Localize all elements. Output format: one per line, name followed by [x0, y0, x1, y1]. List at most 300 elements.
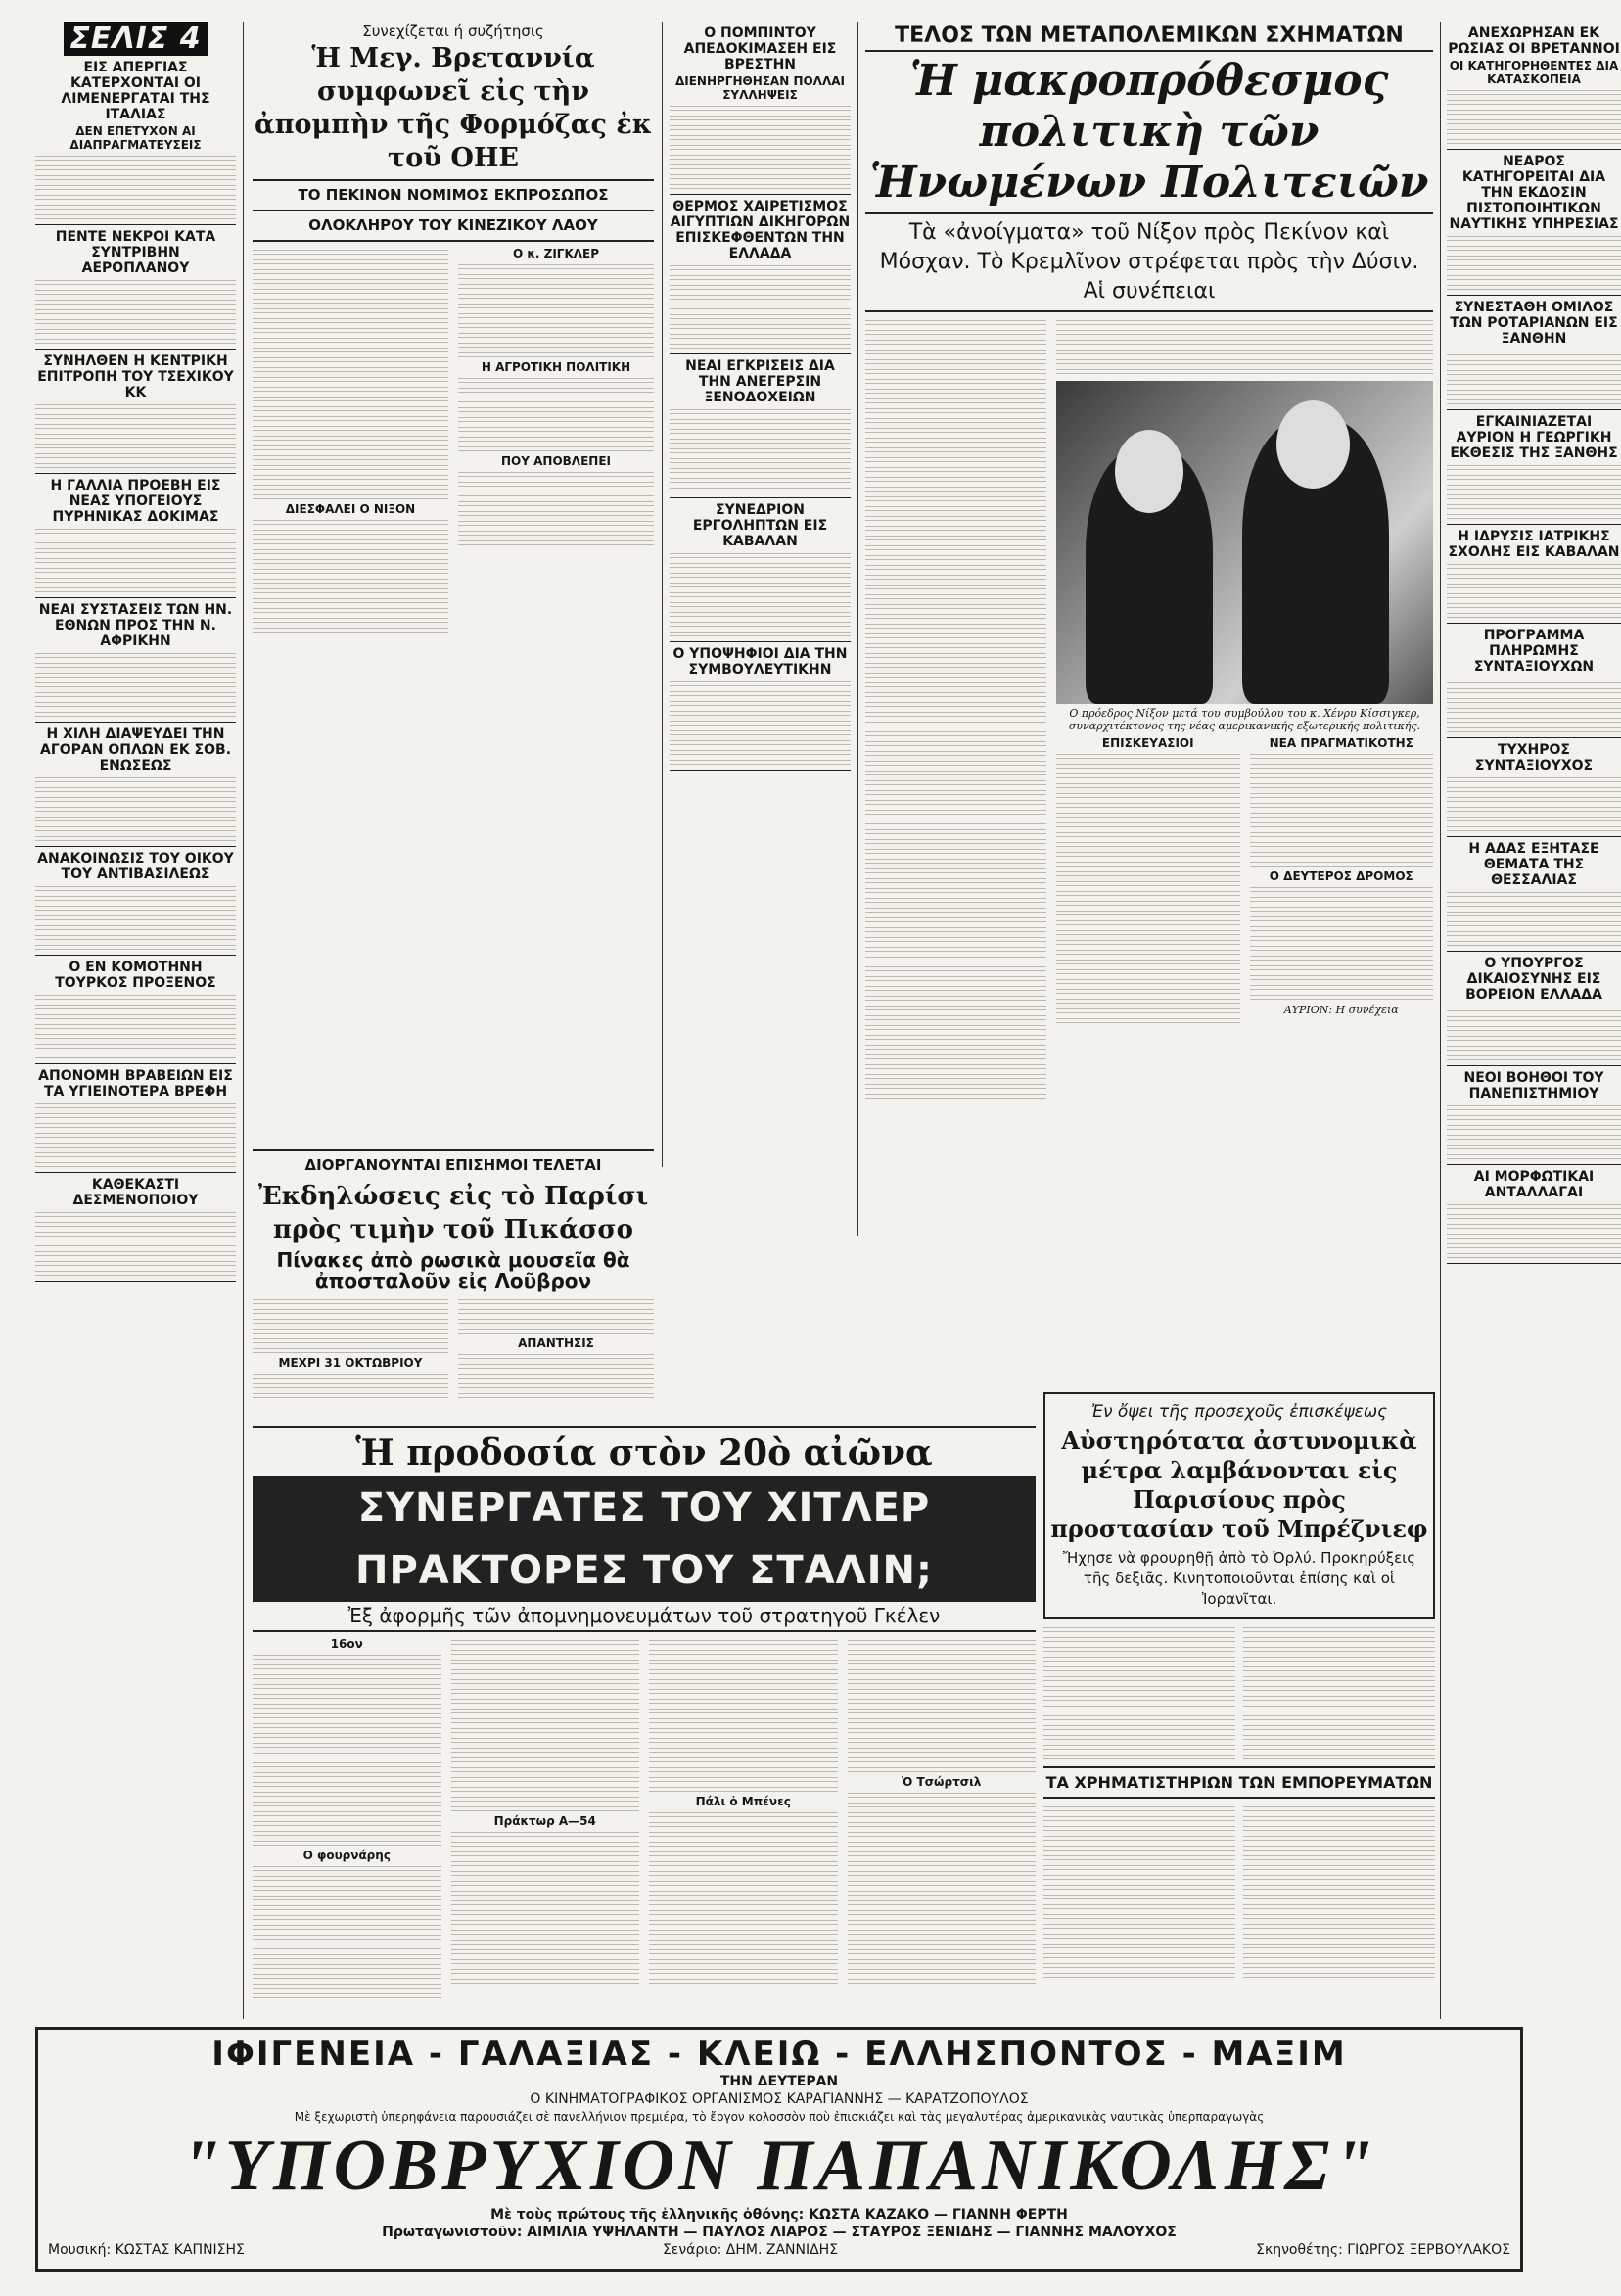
body-text-line [253, 287, 448, 295]
body-text-line [1447, 1054, 1621, 1061]
body-text-line [253, 1943, 441, 1950]
body-text-line [865, 514, 1046, 522]
body-text-line [1447, 368, 1621, 376]
body-text-line [865, 671, 1046, 679]
body-text-line [1056, 811, 1240, 819]
news-headline: ΤΥΧΗΡΟΣ ΣΥΝΤΑΞΙΟΥΧΟΣ [1474, 742, 1594, 773]
body-text-line [35, 1101, 236, 1109]
body-text-line [1250, 820, 1434, 828]
body-text-line [451, 1667, 640, 1675]
news-headline: ΑΝΑΚΟΙΝΩΣΙΣ ΤΟΥ ΟΙΚΟΥ ΤΟΥ ΑΝΤΙΒΑΣΙΛΕΩΣ [37, 851, 234, 882]
body-text-line [1056, 938, 1240, 946]
body-text-line [35, 1210, 236, 1218]
body-text-line [1043, 1932, 1235, 1940]
formosa-kicker: Συνεχίζεται ή συζήτησις [362, 23, 544, 40]
news-headline: ΝΕΑΙ ΣΥΣΤΑΣΕΙΣ ΤΩΝ ΗΝ. ΕΘΝΩΝ ΠΡΟΣ ΤΗΝ Ν. ΑΦΡΙΚΗΝ [38, 602, 233, 649]
body-text-line [670, 114, 851, 121]
body-text-line [1447, 512, 1621, 520]
body-text-line [458, 1372, 654, 1380]
body-text-line [1447, 795, 1621, 803]
body-text-line [458, 1362, 654, 1370]
body-text-line [253, 547, 448, 555]
body-text-line [865, 700, 1046, 708]
body-text-line [670, 273, 851, 281]
body-text-line [865, 406, 1046, 414]
body-text-line [35, 1150, 236, 1158]
body-text-line [35, 1160, 236, 1168]
body-text-line [865, 896, 1046, 904]
body-text-line [1250, 993, 1434, 1001]
body-text-line [1043, 1961, 1235, 1969]
body-text-line [253, 577, 448, 585]
body-text-line [458, 509, 654, 517]
body-text-line [1250, 983, 1434, 991]
body-text-line [35, 1121, 236, 1129]
brezhnev-deck: Ἤχησε νὰ φρουρηθῇ ἀπὸ τὸ Ὀρλύ. Προκηρύξεις τῆς δεξιᾶς. Κινητοποιοῦνται ἐπίσης καὶ οἱ Ἰορανῖται. [1062, 1549, 1416, 1608]
body-text-line [1043, 1942, 1235, 1949]
body-text-line [253, 1653, 441, 1661]
body-text-line [848, 1726, 1037, 1734]
body-text-line [35, 661, 236, 669]
body-text-line [865, 1082, 1046, 1090]
body-text-line [649, 1648, 838, 1656]
body-text-line [451, 1726, 640, 1734]
body-text-line [1447, 1034, 1621, 1042]
picasso-headline: Ἐκδηλώσεις εἰς τὸ Παρίσι πρὸς τιμὴν τοῦ Πικάσσο [257, 1182, 649, 1244]
body-text-line [1250, 934, 1434, 942]
body-text-line [649, 1707, 838, 1714]
body-text-line [1043, 1664, 1235, 1672]
body-text-line [848, 1707, 1037, 1714]
body-text-line [865, 416, 1046, 424]
ad-music: Μουσική: ΚΩΣΤΑΣ ΚΑΠΝΙΣΗΣ [48, 2242, 245, 2258]
body-text-line [253, 538, 448, 545]
body-text-line [458, 311, 654, 319]
body-text-line [35, 1052, 236, 1059]
body-text-line [1447, 1212, 1621, 1220]
body-text-line [1250, 762, 1434, 770]
body-text-line [458, 262, 654, 270]
body-text-line [35, 556, 236, 564]
body-text-line [848, 1820, 1037, 1828]
body-text-line [865, 1053, 1046, 1060]
body-text-line [865, 925, 1046, 933]
news-headline: ΣΥΝΕΔΡΙΟΝ ΕΡΓΟΛΗΠΤΩΝ ΕΙΣ ΚΑΒΑΛΑΝ [692, 502, 828, 549]
body-text-line [253, 1972, 441, 1980]
body-text-line [1447, 939, 1621, 947]
body-text-line [253, 1809, 441, 1817]
body-text-line [848, 1697, 1037, 1705]
body-text-line [865, 455, 1046, 463]
body-text-line [865, 1013, 1046, 1021]
body-text-line [35, 432, 236, 440]
body-text-line [865, 661, 1046, 669]
body-text-line [1447, 1113, 1621, 1121]
body-text-line [1056, 328, 1433, 336]
body-text-line [253, 1372, 448, 1380]
body-text-line [1243, 1873, 1435, 1881]
body-text-line [1043, 1844, 1235, 1851]
body-text-line [451, 1967, 640, 1975]
body-text-line [1447, 473, 1621, 481]
body-text-line [35, 203, 236, 211]
body-text-line [670, 446, 851, 454]
body-text-line [670, 283, 851, 291]
formosa-deck-2: ΟΛΟΚΛΗΡΟΥ ΤΟΥ ΚΙΝΕΖΙΚΟΥ ΛΑΟΥ [308, 216, 598, 234]
body-text-line [451, 1756, 640, 1763]
body-text-line [1243, 1733, 1435, 1741]
body-text-line [451, 1677, 640, 1685]
body-text-line [458, 272, 654, 280]
body-text-line [1243, 1951, 1435, 1959]
body-text-line [649, 1869, 838, 1877]
body-text-line [649, 1840, 838, 1848]
photo-caption: Ο πρόεδρος Νίξον μετά του συμβούλου του κ. Χένρυ Κίσσιγκερ, συναρχιτέκτονος της νέας αμερικανικής εξωτερικής πολιτικής. [1068, 707, 1421, 732]
body-text-line [1447, 244, 1621, 252]
body-text-line [1056, 801, 1240, 809]
body-text-line [848, 1810, 1037, 1818]
body-text-line [649, 1967, 838, 1975]
body-text-line [253, 1991, 441, 1999]
body-text-line [670, 709, 851, 717]
body-text-line [253, 434, 448, 442]
body-text-line [865, 749, 1046, 757]
body-text-line [670, 689, 851, 697]
body-text-line [1056, 752, 1240, 760]
body-text-line [253, 267, 448, 275]
body-text-line [1250, 791, 1434, 799]
body-text-line [670, 437, 851, 445]
ad-director: Σκηνοθέτης: ΓΙΩΡΓΟΣ ΞΕΡΒΟΥΛΑΚΟΣ [1256, 2242, 1510, 2258]
body-text-line [1043, 1713, 1235, 1721]
body-text-line [1447, 283, 1621, 291]
body-text-line [451, 1804, 640, 1812]
body-text-line [1447, 824, 1621, 832]
body-text-line [253, 1336, 448, 1344]
body-text-line [253, 258, 448, 265]
body-text-line [1243, 1804, 1435, 1812]
body-text-line [1447, 108, 1621, 116]
body-text-line [1056, 987, 1240, 995]
body-text-line [670, 610, 851, 618]
body-text-line [1250, 963, 1434, 971]
body-text-line [865, 837, 1046, 845]
body-text-line [1447, 601, 1621, 609]
body-text-line [649, 1697, 838, 1705]
body-text-line [1447, 1222, 1621, 1230]
body-text-line [35, 402, 236, 410]
body-text-line [865, 485, 1046, 492]
body-text-line [865, 622, 1046, 630]
body-text-line [670, 427, 851, 435]
ad-day: ΤΗΝ ΔΕΥΤΕΡΑΝ [719, 2074, 839, 2089]
body-text-line [670, 456, 851, 464]
body-text-line [1447, 716, 1621, 724]
body-text-line [1056, 889, 1240, 897]
body-text-line [253, 1346, 448, 1354]
body-text-line [1056, 338, 1433, 346]
body-text-line [253, 424, 448, 432]
news-headline: Ο ΠΟΜΠΙΝΤΟΥ ΑΠΕΔΟΚΙΜΑΣΕΗ ΕΙΣ ΒΡΕΣΤΗΝ [683, 25, 837, 72]
body-text-line [35, 1141, 236, 1148]
body-text-line [865, 994, 1046, 1002]
body-text-line [1043, 1883, 1235, 1891]
continued-note: ΑΥΡΙΟΝ: Η συνέχεια [1283, 1004, 1399, 1016]
body-text-line [670, 466, 851, 474]
body-text-line [253, 248, 448, 256]
body-text-line [35, 1269, 236, 1277]
body-text-line [1243, 1723, 1435, 1731]
body-text-line [253, 557, 448, 565]
body-text-line [649, 1947, 838, 1955]
body-text-line [458, 405, 654, 413]
body-text-line [1447, 1133, 1621, 1141]
body-text-line [848, 1746, 1037, 1754]
body-text-line [649, 1677, 838, 1685]
body-text-line [458, 490, 654, 497]
body-text-line [865, 563, 1046, 571]
news-headline: ΠΡΟΓΡΑΜΜΑ ΠΛΗΡΩΜΗΣ ΣΥΝΤΑΞΙΟΥΧΩΝ [1473, 628, 1595, 675]
body-text-line [670, 172, 851, 180]
body-text-line [1447, 1014, 1621, 1022]
body-text-line [253, 1711, 441, 1719]
body-text-line [35, 586, 236, 593]
body-text-line [451, 1850, 640, 1857]
feature-part: 16ον [330, 1637, 363, 1651]
body-text-line [1447, 273, 1621, 281]
body-text-line [1447, 919, 1621, 927]
body-text-line [848, 1889, 1037, 1897]
body-text-line [253, 444, 448, 451]
body-text-line [865, 1043, 1046, 1051]
body-text-line [1447, 706, 1621, 714]
ad-script: Σενάριο: ΔΗΜ. ΖΑΝΝΙΔΗΣ [662, 2242, 839, 2258]
body-text-line [1447, 1251, 1621, 1259]
body-text-line [1243, 1971, 1435, 1979]
body-text-line [1447, 910, 1621, 917]
body-text-line [1447, 98, 1621, 106]
body-text-line [35, 785, 236, 793]
body-text-line [1043, 1804, 1235, 1812]
body-text-line [253, 414, 448, 422]
body-text-line [1056, 997, 1240, 1005]
body-text-line [1043, 1873, 1235, 1881]
body-text-line [1056, 928, 1240, 936]
body-text-line [35, 904, 236, 912]
body-text-line [35, 288, 236, 296]
body-text-line [458, 321, 654, 329]
news-headline: Η ΧΙΛΗ ΔΙΑΨΕΥΔΕΙ ΤΗΝ ΑΓΟΡΑΝ ΟΠΛΩΝ ΕΚ ΣΟΒ. ΕΝΩΣΕΩΣ [39, 726, 232, 773]
body-text-line [649, 1820, 838, 1828]
body-text-line [1250, 801, 1434, 809]
body-text-line [1243, 1883, 1435, 1891]
body-text-line [451, 1795, 640, 1803]
body-text-line [35, 894, 236, 902]
left-news-column [35, 22, 236, 2019]
body-text-line [253, 336, 448, 344]
body-text-line [458, 331, 654, 339]
body-text-line [649, 1830, 838, 1838]
article-side-head: ΝΕΑ ΠΡΑΓΜΑΤΙΚΟΤΗΣ [1269, 736, 1413, 750]
body-text-line [253, 1760, 441, 1768]
body-text-line [865, 475, 1046, 483]
body-text-line [458, 1382, 654, 1389]
body-text-line [1056, 830, 1240, 838]
body-text-line [1043, 1834, 1235, 1842]
body-text-line [670, 182, 851, 190]
body-text-line [848, 1756, 1037, 1763]
body-text-line [848, 1859, 1037, 1867]
body-text-line [865, 494, 1046, 502]
body-text-line [649, 1746, 838, 1754]
body-text-line [1447, 1143, 1621, 1150]
body-text-line [1250, 772, 1434, 779]
body-text-line [1043, 1971, 1235, 1979]
body-text-line [35, 1032, 236, 1040]
body-text-line [865, 1062, 1046, 1070]
body-text-line [1447, 463, 1621, 471]
body-text-line [253, 1829, 441, 1837]
body-text-line [1447, 562, 1621, 570]
body-text-line [865, 543, 1046, 551]
betrayal-deck: Ἐξ ἀφορμῆς τῶν ἀπομνημονευμάτων τοῦ στρατηγοῦ Γκέλεν [347, 1604, 941, 1627]
body-text-line [865, 1033, 1046, 1041]
body-text-line [670, 263, 851, 271]
body-text-line [1043, 1912, 1235, 1920]
body-text-line [1243, 1713, 1435, 1721]
news-headline: Η ΑΔΑΣ ΕΞΗΤΑΣΕ ΘΕΜΑΤΑ ΤΗΣ ΘΕΣΣΑΛΙΑΣ [1468, 841, 1599, 888]
body-text-line [865, 377, 1046, 385]
body-text-line [253, 355, 448, 363]
body-text-line [253, 306, 448, 314]
body-text-line [865, 1092, 1046, 1100]
body-text-line [451, 1928, 640, 1936]
body-text-line [458, 519, 654, 527]
cinema-advertisement [35, 2027, 1523, 2272]
body-text-line [1447, 677, 1621, 684]
ad-line-3: Μὲ τοὺς πρώτους τῆς ἑλληνικῆς ὀθόνης: ΚΩΣΤΑ ΚΑΖΑΚΟ — ΓΙΑΝΝΗ ΦΕΡΤΗ [490, 2207, 1068, 2223]
body-text-line [35, 914, 236, 921]
body-text-line [1447, 1005, 1621, 1012]
body-text-line [35, 451, 236, 459]
formosa-side-head: ΔΙΕΣΦΑΛΕΙ Ο ΝΙΞΟΝ [285, 502, 416, 516]
body-text-line [865, 465, 1046, 473]
body-text-line [670, 486, 851, 493]
body-text-line [35, 651, 236, 659]
body-text-line [458, 341, 654, 349]
formosa-side-head: Ο κ. ΖΙΓΚΛΕΡ [512, 247, 600, 260]
body-text-line [649, 1879, 838, 1887]
body-text-line [1056, 1016, 1240, 1024]
body-text-line [865, 1023, 1046, 1031]
body-text-line [1056, 820, 1240, 828]
body-text-line [1243, 1834, 1435, 1842]
picasso-side-head: ΜΕΧΡΙ 31 ΟΚΤΩΒΡΙΟΥ [278, 1356, 423, 1370]
body-text-line [35, 671, 236, 679]
body-text-line [35, 317, 236, 325]
body-text-line [451, 1658, 640, 1665]
body-text-line [451, 1697, 640, 1705]
news-headline: ΝΕΟΙ ΒΟΗΘΟΙ ΤΟΥ ΠΑΝΕΠΙΣΤΗΜΙΟΥ [1463, 1070, 1604, 1101]
body-text-line [253, 1672, 441, 1680]
ad-line-4: Πρωταγωνιστοῦν: ΑΙΜΙΛΙΑ ΥΨΗΛΑΝΤΗ — ΠΑΥΛΟΣ ΛΙΑΡΟΣ — ΣΤΑΥΡΟΣ ΞΕΝΙΔΗΣ — ΓΙΑΝΝΗΣ ΜΑΛΟΥΧΟΣ [382, 2225, 1177, 2240]
body-text-line [649, 1638, 838, 1646]
body-text-line [1056, 918, 1240, 926]
body-text-line [35, 154, 236, 162]
body-text-line [1056, 879, 1240, 887]
body-text-line [848, 1898, 1037, 1906]
body-text-line [1447, 88, 1621, 96]
body-text-line [35, 442, 236, 449]
picasso-deck: Πίνακες ἀπὸ ρωσικὰ μουσεῖα θὰ ἀποσταλοῦν εἰς Λοῦβρον [276, 1248, 630, 1292]
body-text-line [253, 1839, 441, 1847]
body-text-line [253, 1894, 441, 1901]
news-headline: ΕΓΚΑΙΝΙΑΖΕΤΑΙ ΑΥΡΙΟΝ Η ΓΕΩΡΓΙΚΗ ΕΚΘΕΣΙΣ ΤΗΣ ΞΑΝΘΗΣ [1450, 414, 1618, 461]
body-text-line [1056, 357, 1433, 365]
body-text-line [670, 728, 851, 736]
body-text-line [458, 480, 654, 488]
body-text-line [865, 955, 1046, 962]
small-news-column [670, 22, 851, 1236]
body-text-line [1043, 1733, 1235, 1741]
body-text-line [865, 583, 1046, 590]
body-text-line [451, 1908, 640, 1916]
body-text-line [1447, 1123, 1621, 1131]
body-text-line [451, 1869, 640, 1877]
formosa-article [253, 22, 654, 1138]
news-headline: ΣΥΝΕΣΤΑΘΗ ΟΜΙΛΟΣ ΤΩΝ ΡΟΤΑΡΙΑΝΩΝ ΕΙΣ ΞΑΝΘΗΝ [1450, 300, 1618, 347]
body-text-line [253, 375, 448, 383]
ad-line-1: Ο ΚΙΝΗΜΑΤΟΓΡΑΦΙΚΟΣ ΟΡΓΑΝΙΣΜΟΣ ΚΑΡΑΓΙΑΝΝΗΣ — ΚΑΡΑΤΖΟΠΟΥΛΟΣ [530, 2091, 1029, 2107]
body-text-line [865, 720, 1046, 727]
body-text-line [451, 1879, 640, 1887]
body-text-line [670, 699, 851, 707]
body-text-line [35, 527, 236, 535]
body-text-line [1043, 1902, 1235, 1910]
body-text-line [458, 529, 654, 537]
body-text-line [865, 739, 1046, 747]
news-headline: ΝΕΑΡΟΣ ΚΑΤΗΓΟΡΕΙΤΑΙ ΔΙΑ ΤΗΝ ΕΚΔΟΣΙΝ ΠΙΣΤΟΠΟΙΗΤΙΚΩΝ ΝΑΥΤΙΚΗΣ ΥΠΗΡΕΣΙΑΣ [1449, 154, 1619, 232]
body-text-line [253, 1780, 441, 1788]
ad-line-2: Μὲ ξεχωριστὴ ὑπερηφάνεια παρουσιάζει σὲ πανελλήνιον πρεμιέρα, τὸ ἔργον κολοσσὸν ποὺ ἐπισκιάζει καὶ τὰς μεγαλυτέρας ἀμερικανικὰς ναυτικὰς ὑπερπαραγωγὰς [294, 2110, 1265, 2124]
body-text-line [1447, 263, 1621, 271]
body-text-line [253, 1874, 441, 1882]
body-text-line [1043, 1853, 1235, 1861]
body-text-line [1447, 127, 1621, 135]
body-text-line [451, 1638, 640, 1646]
body-text-line [865, 641, 1046, 649]
body-text-line [253, 1933, 441, 1941]
body-text-line [35, 327, 236, 335]
betrayal-banner: ΣΥΝΕΡΓΑΤΕΣ ΤΟΥ ΧΙΤΛΕΡ ΠΡΑΚΤΟΡΕΣ ΤΟΥ ΣΤΑΛΙΝ; [253, 1476, 1036, 1602]
body-text-line [670, 571, 851, 579]
body-text-line [649, 1908, 838, 1916]
body-text-line [848, 1850, 1037, 1857]
body-text-line [1447, 492, 1621, 500]
news-subhead: ΔΕΝ ΕΠΕΤΥΧΟΝ ΑΙ ΔΙΑΠΡΑΓΜΑΤΕΥΣΕΙΣ [69, 124, 202, 152]
body-text-line [1250, 895, 1434, 903]
body-text-line [848, 1967, 1037, 1975]
body-text-line [451, 1707, 640, 1714]
body-text-line [35, 193, 236, 201]
body-text-line [451, 1648, 640, 1656]
body-text-line [253, 453, 448, 461]
betrayal-kicker: Ἡ προδοσία στὸν 20ὸ αἰῶνα [355, 1432, 933, 1474]
body-text-line [35, 1249, 236, 1257]
body-text-line [865, 915, 1046, 923]
body-text-line [1250, 944, 1434, 952]
body-text-line [458, 425, 654, 433]
